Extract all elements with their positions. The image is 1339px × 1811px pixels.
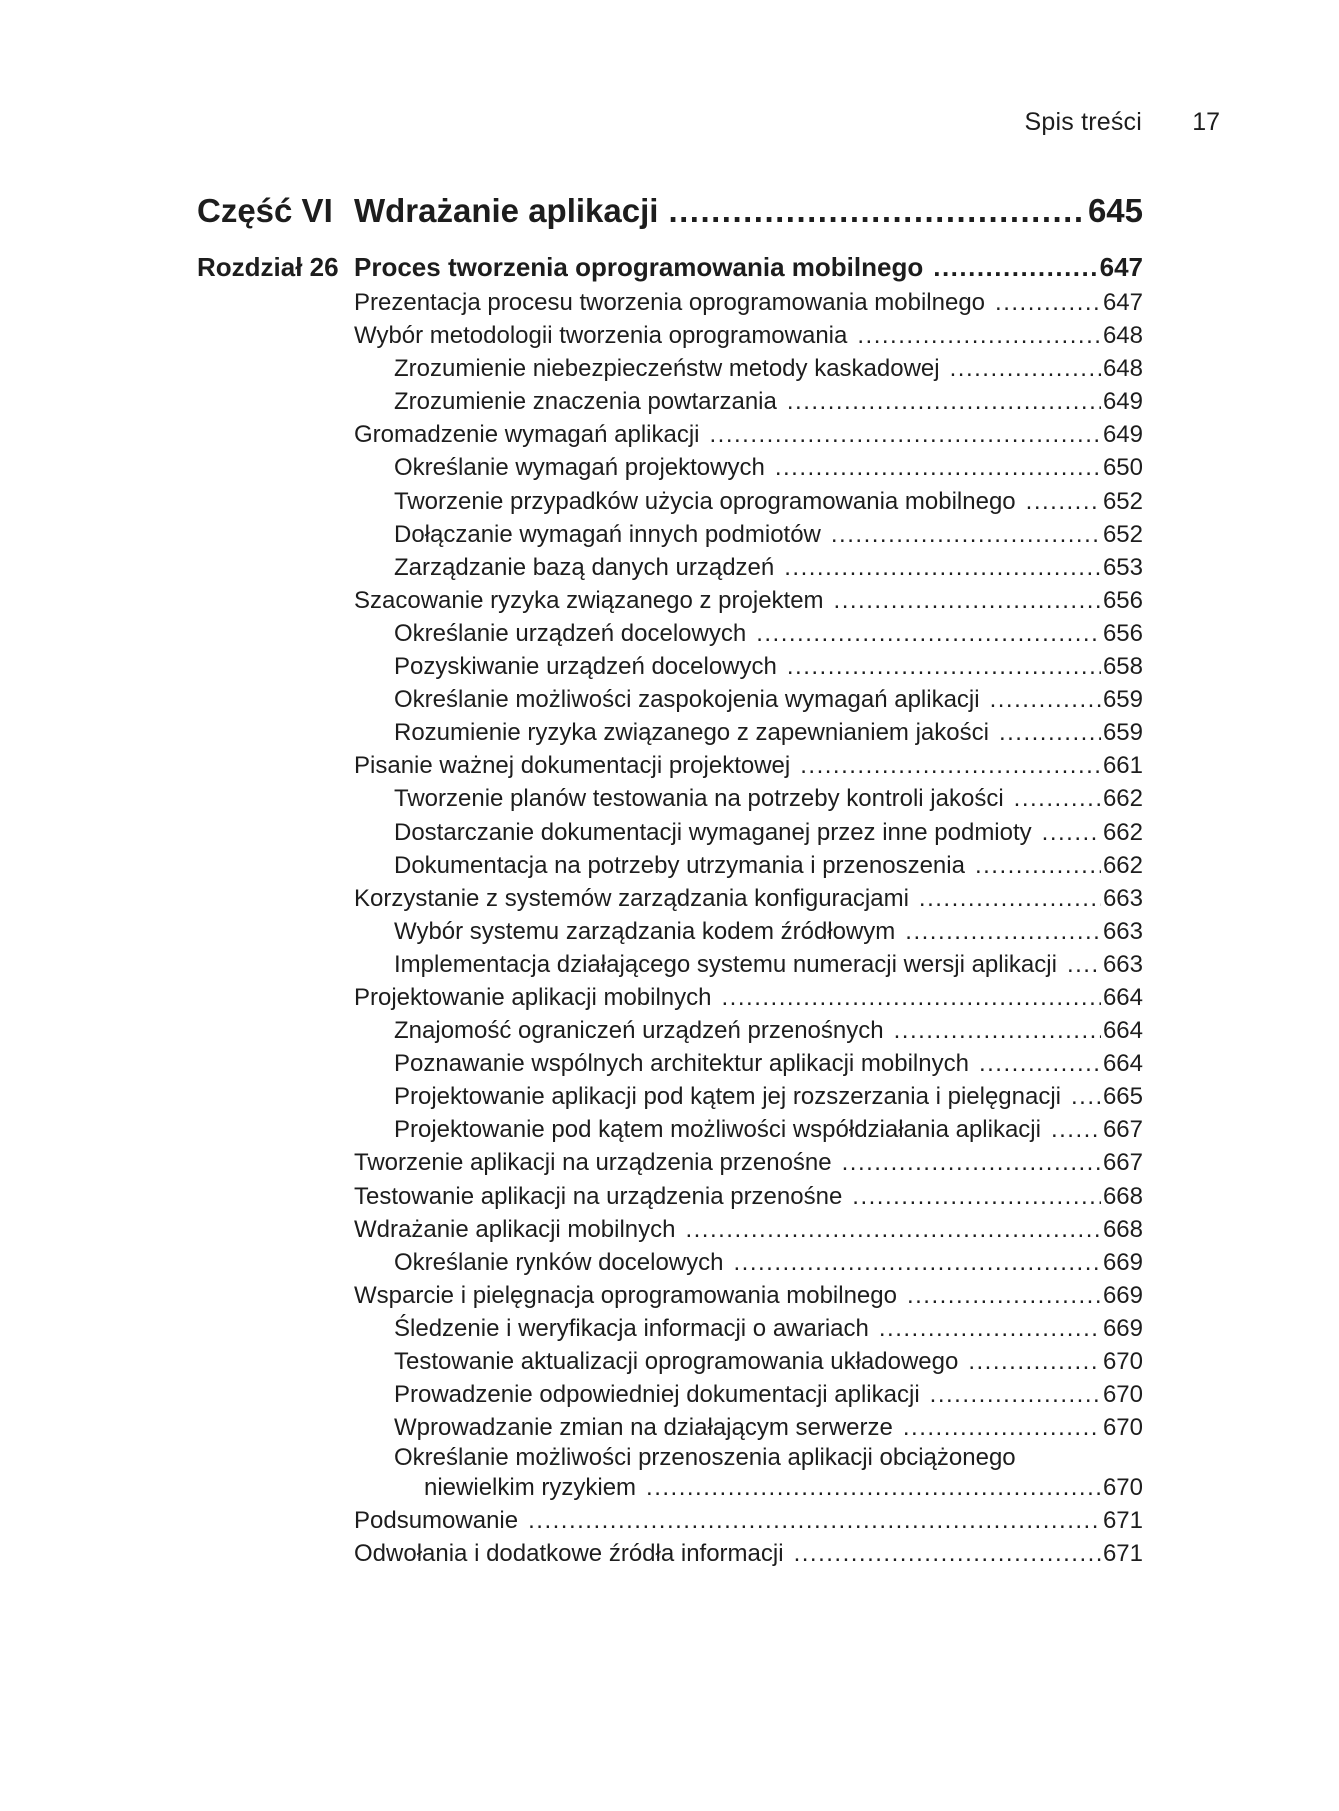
part-title-line — [354, 192, 1143, 230]
toc-entry-line — [354, 1146, 1143, 1179]
toc-entry-title: Prezentacja procesu tworzenia oprogramowania mobilnego — [354, 289, 986, 316]
dot-leader — [1014, 782, 1101, 815]
dot-leader — [710, 418, 1101, 451]
toc-entry — [354, 716, 1143, 749]
toc-entry-page: 649 — [1102, 421, 1143, 449]
toc-entry-title: Zarządzanie bazą danych urządzeń — [394, 553, 775, 581]
toc-entry-page: 664 — [1102, 1050, 1143, 1078]
toc-entry-line — [394, 1411, 1143, 1444]
toc-entry-title: Dostarczanie dokumentacji wymaganej przez inne podmioty — [394, 818, 1032, 846]
toc-entry-page: 647 — [1102, 289, 1143, 316]
toc-entry-title: Rozumienie ryzyka związanego z zapewnianiem jakości — [394, 719, 989, 747]
toc-entry — [354, 1180, 1143, 1213]
toc-entry-page: 669 — [1102, 1314, 1143, 1342]
toc-entry-title: Pozyskiwanie urządzeń docelowych — [394, 653, 777, 681]
dot-leader — [999, 716, 1101, 749]
dot-leader — [1067, 948, 1101, 981]
toc-entry — [354, 849, 1143, 882]
toc-entry-title: Określanie urządzeń docelowych — [394, 619, 747, 647]
toc-entry-line — [394, 617, 1143, 650]
toc-entry-title: Wdrażanie aplikacji mobilnych — [354, 1215, 676, 1243]
dot-leader — [933, 252, 1097, 283]
toc-entry-page: 669 — [1102, 1281, 1143, 1309]
toc-entry-title: Dołączanie wymagań innych podmiotów — [394, 520, 821, 548]
toc-entry-title: Projektowanie pod kątem możliwości współdziałania aplikacji — [394, 1116, 1041, 1144]
dot-leader — [685, 1213, 1100, 1246]
toc-entry-line — [354, 1279, 1143, 1312]
toc-entry-page: 663 — [1102, 917, 1143, 945]
part-label: Część VI — [197, 192, 333, 229]
toc-entry-line — [394, 352, 1143, 385]
toc-entry-page: 663 — [1102, 884, 1143, 912]
toc-entry-line — [394, 915, 1143, 948]
toc-entry-page: 670 — [1102, 1414, 1143, 1442]
dot-leader — [975, 849, 1101, 882]
dot-leader — [1042, 816, 1101, 849]
toc-entry-title: Śledzenie i weryfikacja informacji o awariach — [394, 1314, 869, 1342]
toc-entry — [354, 352, 1143, 385]
toc-entry-line — [354, 749, 1143, 782]
toc-entry-title: Tworzenie planów testowania na potrzeby kontroli jakości — [394, 785, 1004, 813]
toc-entry — [354, 1113, 1143, 1146]
toc-entry-page: 665 — [1102, 1083, 1143, 1111]
toc-entry-page: 669 — [1102, 1248, 1143, 1276]
toc-entry-line — [394, 1080, 1143, 1113]
toc-entry-line — [394, 1014, 1143, 1047]
toc-entry-title: Określanie rynków docelowych — [394, 1248, 724, 1276]
toc-entry-page: 662 — [1102, 785, 1143, 813]
toc-entry-line — [394, 485, 1143, 518]
toc-entry-line — [394, 1471, 1143, 1504]
toc-entry — [354, 1504, 1143, 1537]
toc-entry-page: 659 — [1102, 719, 1143, 747]
toc-entry-page: 668 — [1102, 1182, 1143, 1210]
toc-entry-page: 668 — [1102, 1215, 1143, 1243]
toc-entry — [354, 683, 1143, 716]
toc-entry — [354, 1246, 1143, 1279]
toc-entry-line — [354, 319, 1143, 352]
toc-entry-page: 648 — [1102, 322, 1143, 350]
toc-entry-line — [394, 1246, 1143, 1279]
toc-entry-line — [394, 551, 1143, 584]
toc-entry-title: Testowanie aktualizacji oprogramowania układowego — [394, 1348, 959, 1375]
toc-entry — [354, 816, 1143, 849]
toc-entry-page: 664 — [1102, 1017, 1143, 1045]
toc-entry — [354, 981, 1143, 1014]
dot-leader — [794, 1537, 1101, 1570]
dot-leader — [968, 1345, 1101, 1378]
dot-leader — [879, 1312, 1101, 1345]
part-title: Wdrażanie aplikacji — [354, 192, 659, 229]
toc-entry — [354, 915, 1143, 948]
toc-entry-page: 648 — [1102, 355, 1143, 383]
toc-entry — [354, 782, 1143, 815]
toc-entry-title: Poznawanie wspólnych architektur aplikacji mobilnych — [394, 1050, 969, 1078]
toc-entry-title: Odwołania i dodatkowe źródła informacji — [354, 1540, 784, 1568]
toc-entry — [354, 1345, 1143, 1378]
toc-entry — [354, 1080, 1143, 1113]
dot-leader — [903, 1411, 1101, 1444]
dot-leader — [800, 749, 1101, 782]
toc-entry-line — [394, 1378, 1143, 1411]
toc-entry-page: 662 — [1102, 818, 1143, 846]
toc-entry — [354, 1014, 1143, 1047]
toc-entry — [354, 418, 1143, 451]
chapter-title: Proces tworzenia oprogramowania mobilnego — [354, 252, 924, 282]
chapter-page: 647 — [1099, 252, 1143, 282]
dot-leader — [775, 451, 1101, 484]
dot-leader — [919, 882, 1101, 915]
toc-entry — [354, 286, 1143, 319]
toc-entry-page: 652 — [1102, 520, 1143, 548]
dot-leader — [842, 1146, 1101, 1179]
toc-entry — [354, 1444, 1143, 1504]
toc-entry-page: 649 — [1102, 388, 1143, 416]
toc-entry — [354, 1047, 1143, 1080]
chapter-heading — [197, 252, 1143, 288]
dot-leader — [1026, 485, 1101, 518]
toc-entry — [354, 551, 1143, 584]
toc-entry-line — [354, 1504, 1143, 1537]
dot-leader — [1071, 1080, 1101, 1113]
toc-entry-page: 650 — [1102, 454, 1143, 482]
toc-entry — [354, 617, 1143, 650]
dot-leader — [930, 1378, 1101, 1411]
toc-entry-title: Korzystanie z systemów zarządzania konfiguracjami — [354, 884, 909, 912]
dot-leader — [756, 617, 1101, 650]
toc-entry-line — [394, 716, 1143, 749]
page-number: 17 — [1192, 108, 1220, 136]
toc-entry-page: 670 — [1102, 1474, 1143, 1502]
toc-entry-page: 658 — [1102, 653, 1143, 681]
dot-leader — [787, 650, 1101, 683]
toc-entry-page: 656 — [1102, 619, 1143, 647]
dot-leader — [1051, 1113, 1101, 1146]
toc-entry-line — [394, 451, 1143, 484]
toc-entry-title: Prowadzenie odpowiedniej dokumentacji aplikacji — [394, 1381, 920, 1409]
toc-entry — [354, 319, 1143, 352]
toc-entry-title: Określanie możliwości zaspokojenia wymagań aplikacji — [394, 686, 980, 714]
toc-entry-page: 664 — [1102, 983, 1143, 1011]
toc-entry-title: Zrozumienie niebezpieczeństw metody kaskadowej — [394, 355, 940, 383]
toc-entry-page: 671 — [1102, 1540, 1143, 1568]
dot-leader — [834, 584, 1101, 617]
toc-entry-page: 671 — [1102, 1507, 1143, 1535]
toc-entry-title: Określanie wymagań projektowych — [394, 454, 765, 482]
dot-leader — [528, 1504, 1101, 1537]
dot-leader — [784, 551, 1101, 584]
chapter-title-line — [354, 252, 1143, 283]
toc-entry-title: Projektowanie aplikacji mobilnych — [354, 983, 712, 1011]
toc-entry-page: 670 — [1102, 1348, 1143, 1375]
toc-entry-line — [394, 1047, 1143, 1080]
toc-entry-line — [394, 518, 1143, 551]
toc-entry-line — [394, 1345, 1143, 1378]
toc-entry — [354, 749, 1143, 782]
toc-entry-title: Wybór metodologii tworzenia oprogramowania — [354, 322, 848, 350]
toc-entry-title: Znajomość ograniczeń urządzeń przenośnych — [394, 1017, 884, 1045]
toc-entry-page: 652 — [1102, 487, 1143, 515]
dot-leader — [857, 319, 1101, 352]
toc-entry-line — [394, 1113, 1143, 1146]
toc-entry-line — [394, 782, 1143, 815]
toc-entry-line — [354, 882, 1143, 915]
part-page: 645 — [1087, 192, 1143, 229]
toc-entry-title: Określanie możliwości przenoszenia aplikacji obciążonego — [394, 1444, 1016, 1472]
toc-entry-title-continuation: niewielkim ryzykiem — [424, 1474, 637, 1502]
dot-leader — [894, 1014, 1101, 1047]
toc-entry-title: Podsumowanie — [354, 1507, 519, 1535]
toc-entry-title: Zrozumienie znaczenia powtarzania — [394, 388, 777, 416]
dot-leader — [722, 981, 1101, 1014]
toc-entry-title: Wprowadzanie zmian na działającym serwerze — [394, 1414, 893, 1442]
dot-leader — [990, 683, 1101, 716]
toc-entry-title: Tworzenie aplikacji na urządzenia przenośne — [354, 1149, 832, 1177]
toc-entry — [354, 948, 1143, 981]
toc-entry — [354, 882, 1143, 915]
toc-entry-title: Testowanie aplikacji na urządzenia przenośne — [354, 1182, 843, 1210]
toc-entry — [354, 385, 1143, 418]
toc-entry — [354, 1213, 1143, 1246]
toc-entry-page: 670 — [1102, 1381, 1143, 1409]
toc-entry-line — [354, 584, 1143, 617]
toc-entry-title: Gromadzenie wymagań aplikacji — [354, 421, 700, 449]
toc-entry-line — [394, 650, 1143, 683]
running-head — [0, 108, 1339, 142]
dot-leader — [852, 1180, 1101, 1213]
toc-entry-title: Implementacja działającego systemu numeracji wersji aplikacji — [394, 950, 1057, 978]
dot-leader — [979, 1047, 1101, 1080]
dot-leader — [907, 1279, 1101, 1312]
toc-entry — [354, 1537, 1143, 1570]
toc-entry-line — [394, 816, 1143, 849]
toc-entry-page: 667 — [1102, 1149, 1143, 1177]
toc-entry-line — [394, 683, 1143, 716]
dot-leader — [995, 286, 1101, 319]
toc-entry-line — [354, 418, 1143, 451]
dot-leader — [950, 352, 1101, 385]
toc-entry-title: Szacowanie ryzyka związanego z projektem — [354, 586, 824, 614]
toc-entry-page: 656 — [1102, 586, 1143, 614]
toc-entry-line — [354, 1213, 1143, 1246]
toc-entry — [354, 584, 1143, 617]
toc-entry — [354, 485, 1143, 518]
toc-entry-page: 661 — [1102, 752, 1143, 780]
toc-entry-line — [394, 849, 1143, 882]
toc-entry-page: 667 — [1102, 1116, 1143, 1144]
toc-entry-title: Projektowanie aplikacji pod kątem jej rozszerzania i pielęgnacji — [394, 1083, 1062, 1111]
toc-entry-title: Pisanie ważnej dokumentacji projektowej — [354, 752, 791, 780]
toc-entry-page: 653 — [1102, 553, 1143, 581]
toc-entry-line — [394, 385, 1143, 418]
toc-entry — [354, 1411, 1143, 1444]
toc-entry — [354, 451, 1143, 484]
toc-entry-title: Wybór systemu zarządzania kodem źródłowym — [394, 917, 896, 945]
part-heading — [197, 192, 1143, 240]
chapter-label: Rozdział 26 — [197, 252, 339, 282]
dot-leader — [905, 915, 1101, 948]
dot-leader — [787, 385, 1101, 418]
toc-entry-page: 659 — [1102, 686, 1143, 714]
toc-entry — [354, 518, 1143, 551]
toc-entry-page: 662 — [1102, 851, 1143, 879]
toc-entry-line — [394, 1312, 1143, 1345]
toc-entry-line — [354, 981, 1143, 1014]
toc-entry-title: Dokumentacja na potrzeby utrzymania i przenoszenia — [394, 851, 965, 879]
dot-leader — [733, 1246, 1100, 1279]
toc-entry-title: Wsparcie i pielęgnacja oprogramowania mobilnego — [354, 1281, 897, 1309]
dot-leader — [668, 192, 1085, 230]
dot-leader — [646, 1471, 1101, 1504]
dot-leader — [831, 518, 1101, 551]
toc-entry — [354, 650, 1143, 683]
toc-entry-line — [394, 948, 1143, 981]
toc-entry-line — [354, 1180, 1143, 1213]
toc-entry-title: Tworzenie przypadków użycia oprogramowania mobilnego — [394, 487, 1016, 515]
toc-entry-line — [354, 286, 1143, 319]
toc-entry — [354, 1146, 1143, 1179]
toc-entry — [354, 1378, 1143, 1411]
toc-entry — [354, 1279, 1143, 1312]
toc-entry-page: 663 — [1102, 950, 1143, 978]
toc-entry-line — [354, 1537, 1143, 1570]
toc-entry — [354, 1312, 1143, 1345]
toc-entries — [354, 286, 1143, 1570]
running-head-title: Spis treści — [1024, 108, 1142, 136]
